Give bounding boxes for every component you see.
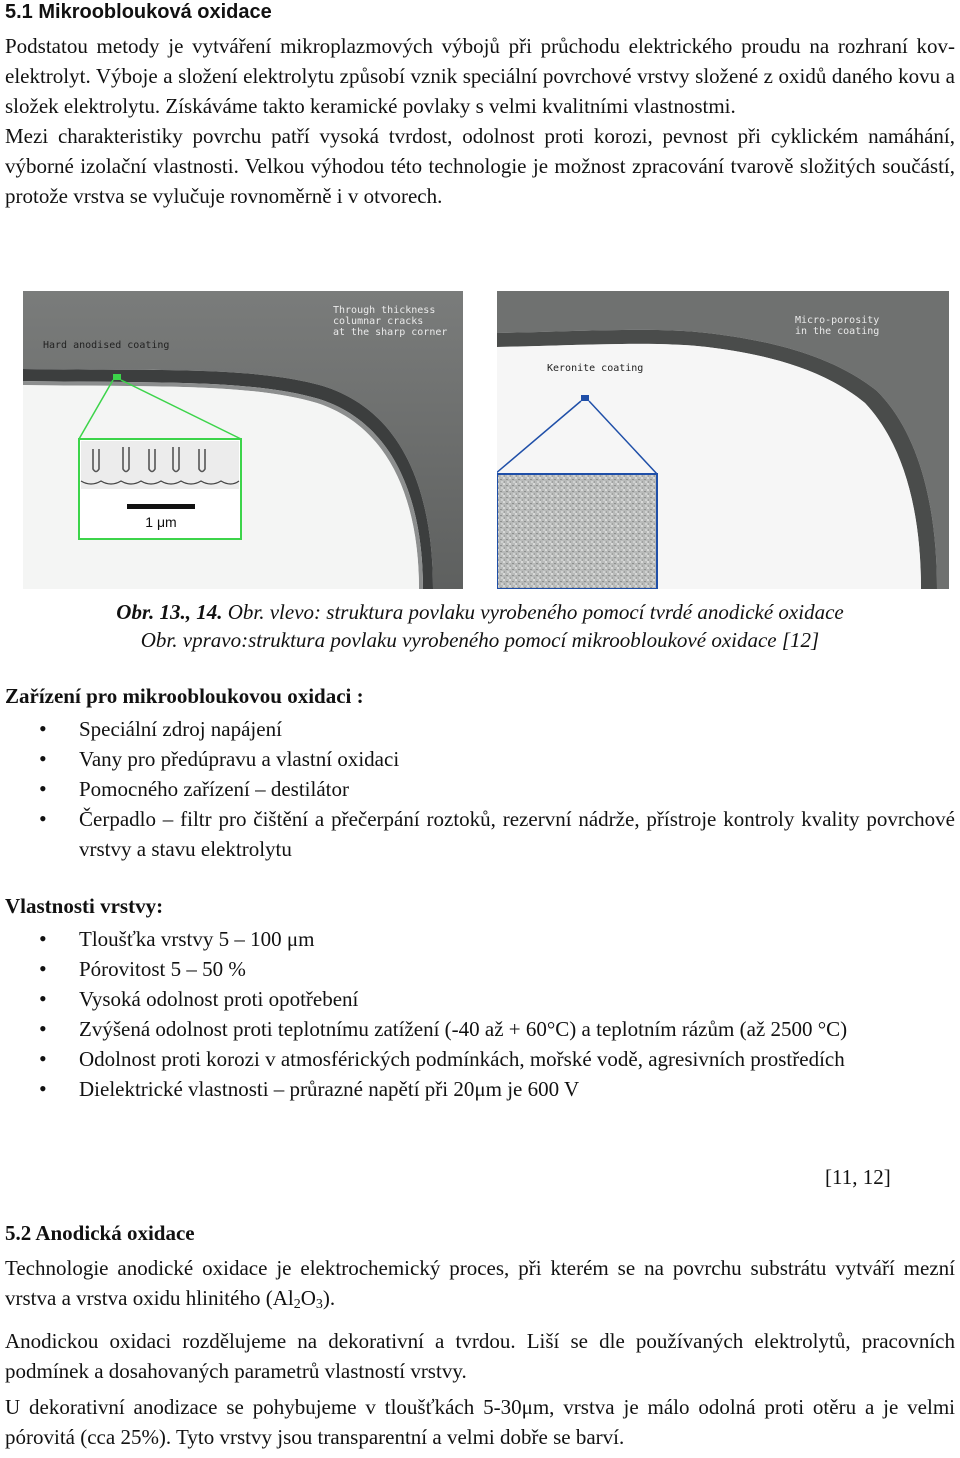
keronite-label: Keronite coating bbox=[547, 363, 644, 374]
caption-figure-numbers: Obr. 13., 14. bbox=[116, 600, 223, 624]
properties-heading: Vlastnosti vrstvy: bbox=[5, 894, 164, 918]
section-5-2-paragraph-1 bbox=[5, 1253, 955, 1320]
right-callout-line-1: Micro-porosity bbox=[795, 315, 880, 326]
list-item: • Zvýšená odolnost proti teplotnímu zatížení (-40 až + 60°C) a teplotním rázům (až 2500 °C) bbox=[5, 1014, 955, 1044]
keronite-image bbox=[497, 291, 949, 589]
caption-line-1-text: Obr. vlevo: struktura povlaku vyrobeného pomocí tvrdé anodické oxidace bbox=[222, 600, 844, 624]
equipment-heading: Zařízení pro mikroobloukovou oxidaci : bbox=[5, 684, 364, 708]
list-item: • Pórovitost 5 – 50 % bbox=[5, 954, 955, 984]
section-5-1-heading: 5.1 Mikrooblouková oxidace bbox=[5, 1, 272, 23]
list-item: • Vysoká odolnost proti opotřebení bbox=[5, 984, 955, 1014]
figure-caption bbox=[5, 598, 955, 654]
caption-line-1 bbox=[5, 598, 955, 626]
list-item: • Čerpadlo – filtr pro čištění a přečerpání roztoků, rezervní nádrže, přístroje kontroly kvality povrchové vrstvy a stavu elektrolytu bbox=[5, 804, 955, 864]
left-callout-line-3: at the sharp corner bbox=[333, 327, 448, 338]
micrograph-figure bbox=[23, 291, 949, 589]
section-5-2-body bbox=[5, 1253, 955, 1458]
p1-subscript-3: 3 bbox=[315, 1297, 323, 1312]
section-5-2-paragraph-3: U dekorativní anodizace se pohybujeme v tloušťkách 5-30μm, vrstva je málo odolná proti otěru a je velmi pórovitá (cca 25%). Tyto vrstvy jsou transparentní a velmi dobře se barví. bbox=[5, 1395, 955, 1449]
hard-anodised-image bbox=[23, 291, 463, 589]
p1-text: Technologie anodické oxidace je elektrochemický proces, při kterém se na povrchu substrátu vytváří mezní vrstva a vrstva oxidu hlinitého (Al bbox=[5, 1256, 955, 1310]
section-5-2-heading: 5.2 Anodická oxidace bbox=[5, 1221, 195, 1245]
properties-list bbox=[5, 924, 955, 1104]
p1-end: ). bbox=[322, 1286, 336, 1310]
p1-subscript-2: 2 bbox=[293, 1297, 301, 1312]
p1-oxygen: O bbox=[300, 1286, 316, 1310]
equipment-list bbox=[5, 714, 955, 864]
left-callout-line-2: columnar cracks bbox=[333, 316, 424, 327]
list-item: • Pomocného zařízení – destilátor bbox=[5, 774, 955, 804]
list-item: • Odolnost proti korozi v atmosférických podmínkách, mořské vodě, agresivních prostředích bbox=[5, 1044, 955, 1074]
scale-bar-label: 1 μm bbox=[145, 514, 177, 530]
list-item: • Tloušťka vrstvy 5 – 100 μm bbox=[5, 924, 955, 954]
right-callout-line-2: in the coating bbox=[795, 326, 880, 337]
list-item: • Speciální zdroj napájení bbox=[5, 714, 955, 744]
list-item: • Dielektrické vlastnosti – průrazné napětí při 20μm je 600 V bbox=[5, 1074, 955, 1104]
hard-anodised-micrograph bbox=[23, 291, 463, 589]
caption-line-2: Obr. vpravo:struktura povlaku vyrobeného pomocí mikroobloukové oxidace [12] bbox=[140, 628, 820, 652]
list-item: • Vany pro předúpravu a vlastní oxidaci bbox=[5, 744, 955, 774]
intro-paragraph-1: Podstatou metody je vytváření mikroplazmových výbojů při průchodu elektrického proudu na rozhraní kov-elektrolyt. Výboje a složení elektrolytu způsobí vznik speciální povrchové vrstvy složené z oxidů daného kovu a složek elektrolytu. Získáváme takto keramické povlaky s velmi kvalitními vlastnostmi. bbox=[5, 34, 955, 118]
intro-paragraph-2: Mezi charakteristiky povrchu patří vysoká tvrdost, odolnost proti korozi, pevnost při cyklickém namáhání, výborné izolační vlastnosti. Velkou výhodou této technologie je možnost zpracování tvarově složitých součástí, protože vrstva se vylučuje rovnoměrně i v otvorech. bbox=[5, 124, 955, 208]
left-callout-line-1: Through thickness bbox=[333, 305, 436, 316]
properties-reference: [11, 12] bbox=[825, 1165, 891, 1189]
hard-anodised-label: Hard anodised coating bbox=[43, 340, 170, 351]
keronite-micrograph bbox=[497, 291, 949, 589]
section-5-1-intro bbox=[5, 31, 955, 211]
section-5-2-paragraph-2: Anodickou oxidaci rozdělujeme na dekorativní a tvrdou. Liší se dle používaných elektrolytů, pracovních podmínek a dosahovaných parametrů vlastností vrstvy. bbox=[5, 1329, 955, 1383]
